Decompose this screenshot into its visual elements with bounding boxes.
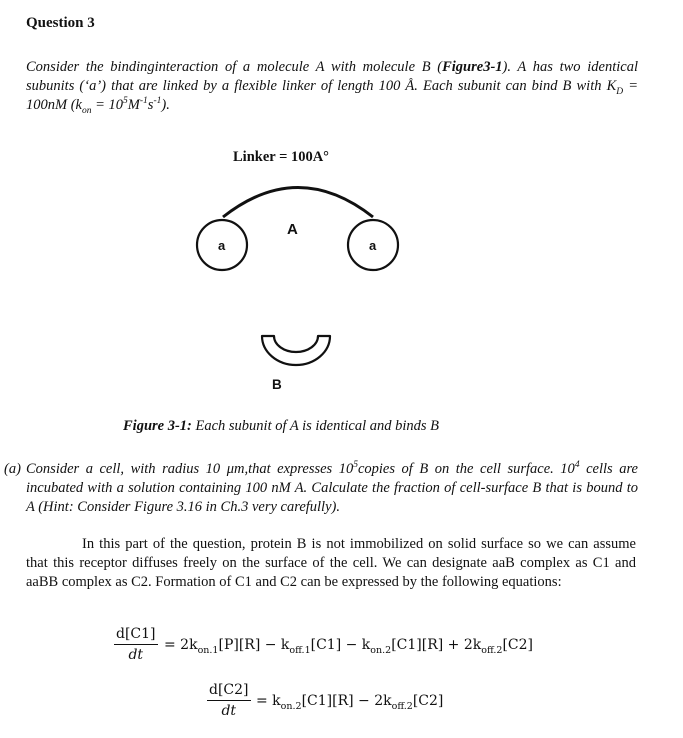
intro-paragraph: Consider the bindinginteraction of a molecule A with molecule B (Figure3-1). A has two identical subunits (‘a’) that are linked by a flexible linker of length 100 Å. Each subunit can bind B with $K_D = 100nM$ $(k_{on} = 10^5M^{-1}s^{-1})$. <box>26 59 638 116</box>
subunit-right-label: a <box>369 238 377 253</box>
molecule-b-cup <box>262 336 330 365</box>
equation-2-fraction: $\frac{d[C2]}{dt}$ <box>209 682 249 719</box>
figure-caption: Figure 3-1: Each subunit of A is identical and binds B <box>123 418 440 434</box>
molecule-a-label: A <box>287 221 298 238</box>
figure-reference: Figure3-1 <box>442 59 503 75</box>
equation-1-fraction: $\frac{d[C1]}{dt}$ <box>116 626 156 663</box>
linker-label: Linker = 100A° <box>233 149 329 165</box>
flexible-linker <box>223 188 373 218</box>
subunit-left-label: a <box>218 238 226 253</box>
molecule-b-label: B <box>272 377 282 392</box>
equation-2-rhs: = $k_{on.2}[C1][R] - 2k_{off.2}[C2]$ <box>256 693 444 712</box>
diffusion-paragraph: In this part of the question, protein B is not immobilized on solid surface so we can assume that this receptor diffuses freely on the surface of the cell. We can designate aaB complex as C1 and aaBB complex as C2. Formation of C1 and C2 can be expressed by the following equations: <box>26 536 636 590</box>
question-a-label: (a) <box>4 461 21 477</box>
question-heading: Question 3 <box>26 15 95 31</box>
question-a: (a) Consider a cell, with radius 10 μm,that expresses $10^5copies$ of B on the cell surface. $10^4$ cells are incubated with a solution containing 100 nM A. Calculate the fraction of cell-surface B that is bound to A (Hint: Consider Figure 3.16 in Ch.3 very carefully). <box>4 460 638 515</box>
equation-1-rhs: = $2k_{on.1}[P][R] - k_{off.1}[C1] - k_{on.2}[C1][R] + 2k_{off.2}[C2]$ <box>164 637 533 656</box>
